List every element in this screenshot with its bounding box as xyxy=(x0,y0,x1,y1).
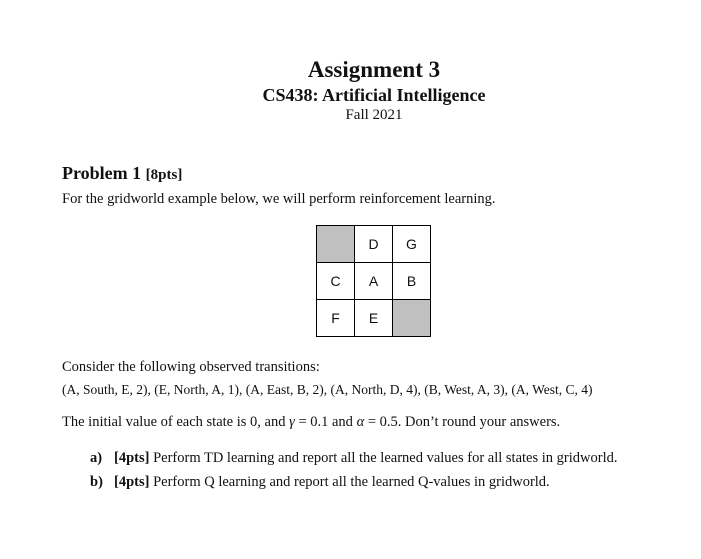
problem-title: Problem 1 xyxy=(62,163,142,183)
part-b-label: b) xyxy=(90,474,103,490)
part-b xyxy=(90,474,550,491)
part-a xyxy=(90,450,617,467)
course-title: CS438: Artificial Intelligence xyxy=(262,85,486,105)
part-a-label: a) xyxy=(90,450,103,466)
transitions-list: (A, South, E, 2), (E, North, A, 1), (A, East, B, 2), (A, North, D, 4), (B, West, A, 3), (A, West, C, 4) xyxy=(62,382,593,397)
term-label: Fall 2021 xyxy=(345,107,403,123)
initial-values-statement xyxy=(62,414,560,431)
problem-points: [8pts] xyxy=(145,167,183,183)
alpha-symbol: α xyxy=(356,414,365,430)
grid-cell-r1c0: C xyxy=(317,263,355,300)
transitions-intro: Consider the following observed transitions: xyxy=(62,359,320,375)
assignment-title: Assignment 3 xyxy=(307,57,441,82)
part-a-points: [4pts] xyxy=(114,450,150,466)
grid-cell-r2c0: F xyxy=(317,300,355,337)
grid-cell-r2c1: E xyxy=(355,300,393,337)
grid-cell-r0c2: G xyxy=(393,226,431,263)
grid-cell-r2c2 xyxy=(393,300,431,337)
problem-intro: For the gridworld example below, we will perform reinforcement learning. xyxy=(62,191,496,207)
part-a-text: Perform TD learning and report all the learned values for all states in gridworld. xyxy=(149,450,618,466)
gamma-symbol: γ xyxy=(289,414,295,430)
grid-cell-r0c0 xyxy=(317,226,355,263)
initial-prefix: The initial value of each state is 0, and xyxy=(62,414,290,430)
part-b-points: [4pts] xyxy=(114,474,150,490)
alpha-value: = 0.5. Don’t round your answers. xyxy=(364,414,561,430)
gamma-value: = 0.1 and xyxy=(294,414,357,430)
gridworld xyxy=(316,225,431,337)
part-b-text: Perform Q learning and report all the learned Q-values in gridworld. xyxy=(149,474,550,490)
grid-cell-r0c1: D xyxy=(355,226,393,263)
problem-heading xyxy=(62,163,182,184)
grid-cell-r1c2: B xyxy=(393,263,431,300)
grid-cell-r1c1: A xyxy=(355,263,393,300)
